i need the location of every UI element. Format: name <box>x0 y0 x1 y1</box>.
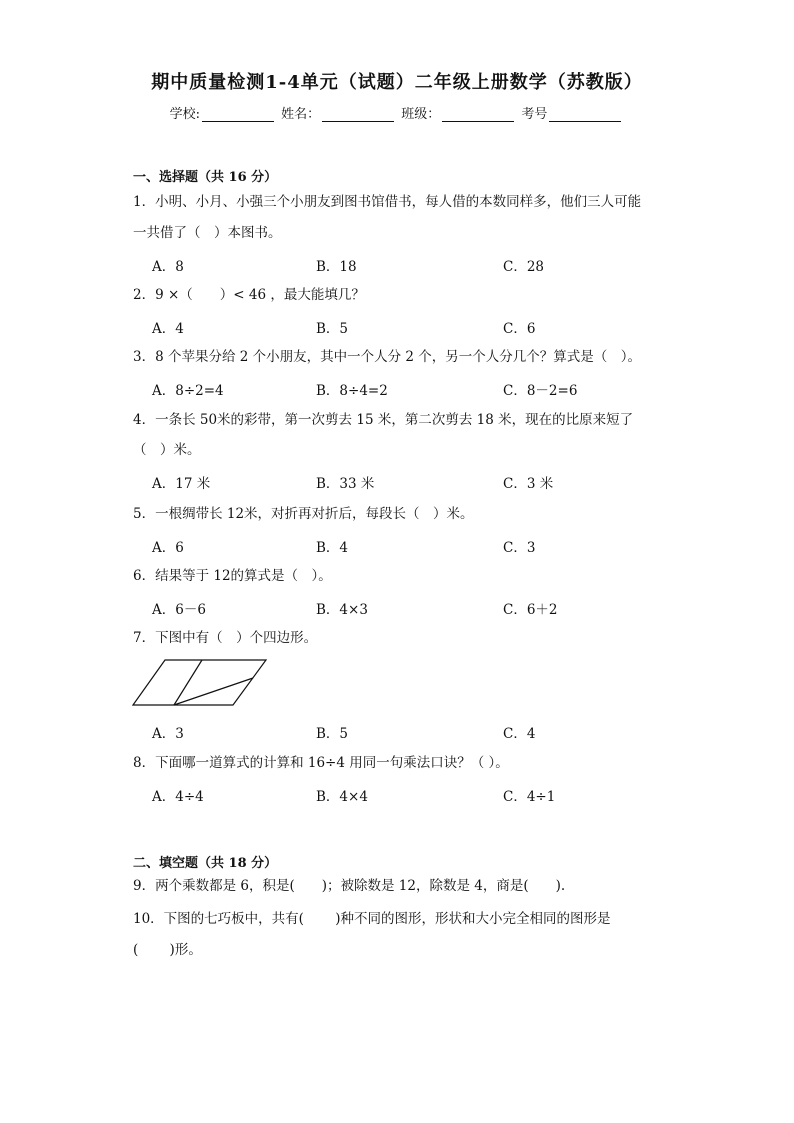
question-7-option-c[interactable]: C．4 <box>503 726 536 742</box>
question-2-option-c[interactable]: C．6 <box>503 321 536 337</box>
name-label: 姓名： <box>281 107 321 122</box>
section-2-heading: 二、填空题（共 18 分） <box>133 856 278 871</box>
question-4-option-b[interactable]: B．33 米 <box>316 476 375 492</box>
parallelogram-divider-line <box>174 660 202 705</box>
question-5-option-a[interactable]: A．6 <box>152 540 184 556</box>
question-5-line-1: 5．一根绸带长 12米，对折再对折后，每段长（ ）米。 <box>133 506 474 522</box>
question-2-line-1: 2．9 ×（ ）< 46 ，最大能填几？ <box>133 287 365 303</box>
question-4-option-c[interactable]: C．3 米 <box>503 476 554 492</box>
question-3-option-c[interactable]: C．8－2=6 <box>503 383 578 399</box>
parallelogram-figure <box>132 658 268 708</box>
question-3-option-a[interactable]: A．8÷2=4 <box>152 383 224 399</box>
question-8-line-1: 8．下面哪一道算式的计算和 16÷4 用同一句乘法口诀？（ ）。 <box>133 755 509 771</box>
question-4-line-1: 4．一条长 50米的彩带，第一次剪去 15 米，第二次剪去 18 米，现在的比原来短了 <box>133 412 634 428</box>
number-label: 考号 <box>521 107 548 122</box>
question-4-line-2: （ ）米。 <box>133 442 201 458</box>
question-6-option-a[interactable]: A．6－6 <box>152 602 206 618</box>
question-1-line-1: 1．小明、小月、小强三个小朋友到图书馆借书，每人借的本数同样多，他们三人可能 <box>133 194 642 210</box>
question-8-option-a[interactable]: A．4÷4 <box>152 789 204 805</box>
question-8-option-b[interactable]: B．4×4 <box>316 789 368 805</box>
school-label: 学校: <box>169 107 200 122</box>
question-2-option-b[interactable]: B．5 <box>316 321 349 337</box>
question-6-line-1: 6．结果等于 12的算式是（ ）。 <box>133 568 332 584</box>
question-7-option-b[interactable]: B．5 <box>316 726 349 742</box>
question-4-option-a[interactable]: A．17 米 <box>152 476 211 492</box>
question-5-option-b[interactable]: B．4 <box>316 540 349 556</box>
question-3-line-1: 3．8 个苹果分给 2 个小朋友，其中一个人分 2 个，另一个人分几个？算式是（ ）。 <box>133 349 642 365</box>
name-blank[interactable] <box>322 107 394 122</box>
question-1-option-b[interactable]: B．18 <box>316 259 357 275</box>
question-1-option-a[interactable]: A．8 <box>152 259 184 275</box>
section-1-heading: 一、选择题（共 16 分） <box>133 170 278 185</box>
question-1-option-c[interactable]: C．28 <box>503 259 545 275</box>
page-title: 期中质量检测1-4单元（试题）二年级上册数学（苏教版） <box>151 72 643 93</box>
question-3-option-b[interactable]: B．8÷4=2 <box>316 383 388 399</box>
class-label: 班级： <box>401 107 441 122</box>
question-1-line-2: 一共借了（ ）本图书。 <box>133 225 282 241</box>
number-blank[interactable] <box>549 107 621 122</box>
question-10-line-1: 10．下图的七巧板中，共有( )种不同的图形，形状和大小完全相同的图形是 <box>133 911 611 927</box>
class-blank[interactable] <box>442 107 514 122</box>
question-9: 9．两个乘数都是 6，积是( )；被除数是 12，除数是 4，商是( ). <box>133 878 566 894</box>
question-8-option-c[interactable]: C．4÷1 <box>503 789 556 805</box>
question-2-option-a[interactable]: A．4 <box>152 321 184 337</box>
question-7-line-1: 7．下图中有（ ）个四边形。 <box>133 630 318 646</box>
school-blank[interactable] <box>202 107 274 122</box>
question-10-line-2: ( )形。 <box>133 942 202 958</box>
parallelogram-diagonal-line <box>174 678 253 705</box>
parallelogram-outline <box>133 660 266 705</box>
student-info-row <box>0 103 794 122</box>
question-6-option-b[interactable]: B．4×3 <box>316 602 368 618</box>
question-7-option-a[interactable]: A．3 <box>152 726 184 742</box>
question-5-option-c[interactable]: C．3 <box>503 540 536 556</box>
question-6-option-c[interactable]: C．6＋2 <box>503 602 558 618</box>
